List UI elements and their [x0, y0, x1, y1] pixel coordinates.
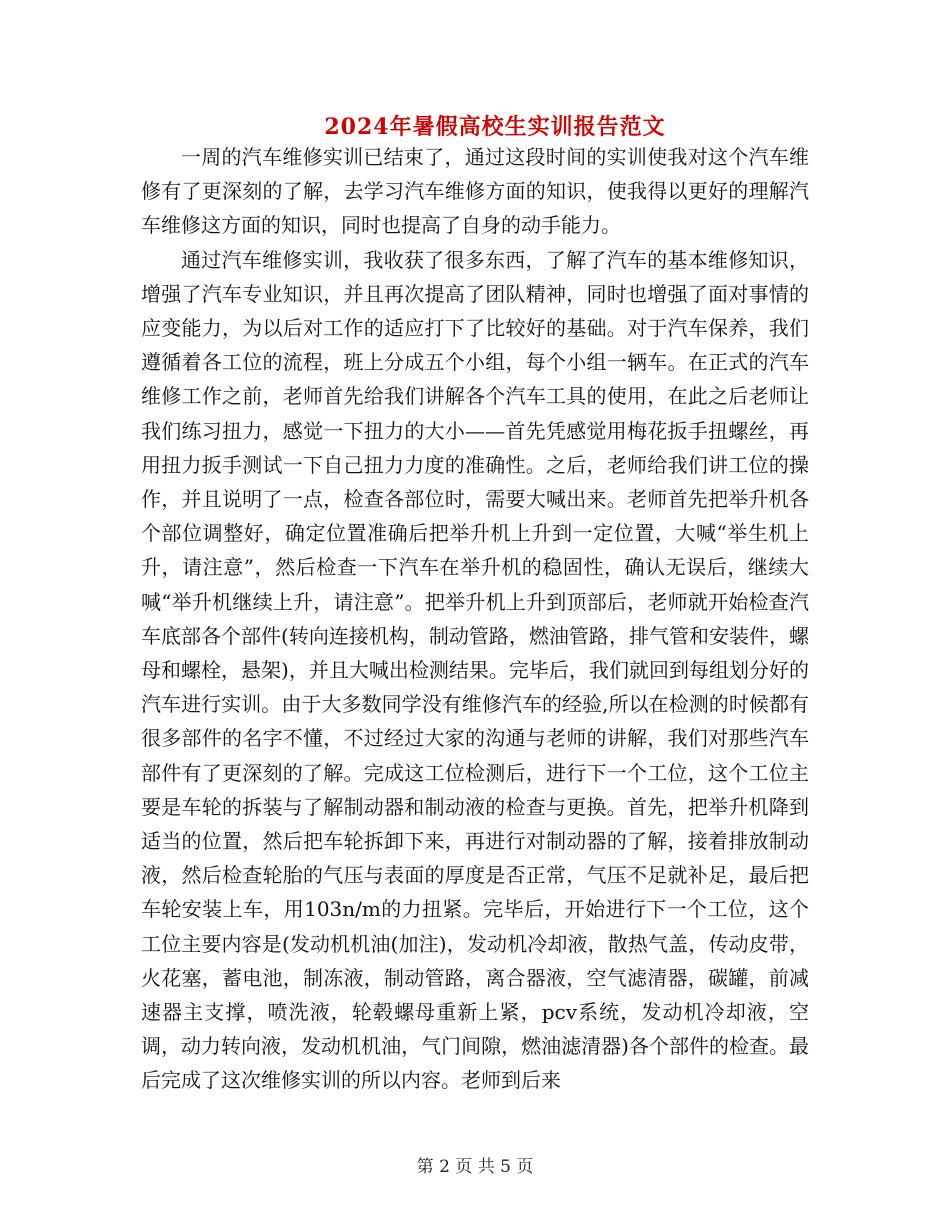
page-number-footer: 第 2 页 共 5 页 [416, 1157, 534, 1177]
document-body [141, 140, 809, 1098]
paragraph: 一周的汽车维修实训已结束了，通过这段时间的实训使我对这个汽车维修有了更深刻的了解，去学习汽车维修方面的知识，使我得以更好的理解汽车维修这方面的知识，同时也提高了自身的动手能力。 [141, 145, 809, 238]
paragraph: 通过汽车维修实训，我收获了很多东西，了解了汽车的基本维修知识，增强了汽车专业知识，并且再次提高了团队精神，同时也增强了面对事情的应变能力，为以后对工作的适应打下了比较好的基础。对于汽车保养，我们遵循着各工位的流程，班上分成五个小组，每个小组一辆车。在正式的汽车维修工作之前，老师首先给我们讲解各个汽车工具的使用，在此之后老师让我们练习扭力，感觉一下扭力的大小——首先凭感觉用梅花扳手扭螺丝，再用扭力扳手测试一下自己扭力力度的准确性。之后，老师给我们讲工位的操作，并且说明了一点，检查各部位时，需要大喊出来。老师首先把举升机各个部位调整好，确定位置准确后把举升机上升到一定位置，大喊“举生机上升，请注意”，然后检查一下汽车在举升机的稳固性，确认无误后，继续大喊“举升机继续上升，请注意”。把举升机上升到顶部后，老师就开始检查汽车底部各个部件(转向连接机构，制动管路，燃油管路，排气管和安装件，螺母和螺栓，悬架)，并且大喊出检测结果。完毕后，我们就回到每组划分好的汽车进行实训。由于大多数同学没有维修汽车的经验,所以在检测的时候都有很多部件的名字不懂，不过经过大家的沟通与老师的讲解，我们对那些汽车部件有了更深刻的了解。完成这工位检测后，进行下一个工位，这个工位主要是车轮的拆装与了解制动器和制动液的检查与更换。首先，把举升机降到适当的位置，然后把车轮拆卸下来，再进行对制动器的了解，接着排放制动液，然后检查轮胎的气压与表面的厚度是否正常，气压不足就补足，最后把车轮安装上车，用103n/m的力扭紧。完毕后，开始进行下一个工位，这个工位主要内容是(发动机机油(加注)，发动机冷却液，散热气盖，传动皮带，火花塞，蓄电池，制冻液，制动管路，离合器液，空气滤清器，碳罐，前减速器主支撑，喷洗液，轮毂螺母重新上紧，pcv系统，发动机冷却液，空调，动力转向液，发动机机油，气门间隙，燃油滤清器)各个部件的检查。最后完成了这次维修实训的所以内容。老师到后来 [141, 247, 809, 1093]
document-title: 2024年暑假高校生实训报告范文 [324, 114, 666, 140]
